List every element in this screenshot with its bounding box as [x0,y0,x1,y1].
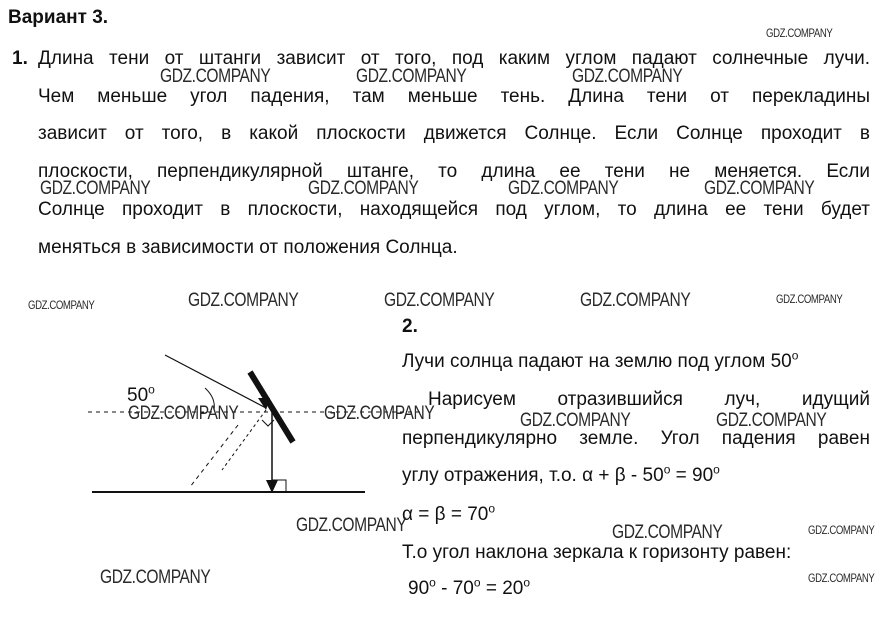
task1-line-1: Длина тени от штанги зависит от того, под каким углом падают солнечные лучи. [38,48,870,69]
watermark: GDZ.COMPANY [808,571,875,585]
watermark: GDZ.COMPANY [776,292,843,306]
dashed-ray [190,425,238,487]
task1-line-6: меняться в зависимости от положения Солнца. [38,237,458,258]
angle-label: 50$^o$ [127,382,155,406]
task2-number: 2. [402,316,418,337]
watermark: GDZ.COMPANY [128,403,239,424]
task1-line-2: Чем меньше угол падения, там меньше тень. Длина тени от перекладины [38,86,870,107]
watermark: GDZ.COMPANY [766,26,833,40]
task2-line-3: перпендикулярно земле. Угол падения равен [402,428,870,449]
incident-ray [165,355,266,408]
watermark: GDZ.COMPANY [356,66,467,87]
task2-line-4: углу отражения, т.о. $\alpha + \beta - 50^o = 90^o$ [402,462,720,486]
watermark: GDZ.COMPANY [296,515,407,536]
watermark: GDZ.COMPANY [520,410,631,431]
task2-line-6: Т.о угол наклона зеркала к горизонту равен: [402,542,792,563]
watermark: GDZ.COMPANY [572,66,683,87]
watermark: GDZ.COMPANY [580,290,691,311]
task2-line-1: Лучи солнца падают на землю под углом 50$^o$ [402,348,799,372]
task1-line-5: Солнце проходит в плоскости, находящейся под углом, то длина ее тени будет [38,199,870,220]
task2-line-7: $90^o - 70^o = 20^o$ [408,575,531,599]
watermark: GDZ.COMPANY [100,567,211,588]
watermark: GDZ.COMPANY [704,178,815,199]
watermark: GDZ.COMPANY [612,522,723,543]
task1-line-4: плоскости, перпендикулярной штанге, то длина ее тени не меняется. Если [38,161,870,182]
watermark: GDZ.COMPANY [40,178,151,199]
watermark: GDZ.COMPANY [808,523,875,537]
page-title: Вариант 3. [8,7,109,28]
watermark: GDZ.COMPANY [308,178,419,199]
watermark: GDZ.COMPANY [324,403,435,424]
watermark: GDZ.COMPANY [188,290,299,311]
task1-line-3: зависит от того, в какой плоскости движется Солнце. Если Солнце проходит в [38,123,870,144]
watermark: GDZ.COMPANY [160,66,271,87]
watermark: GDZ.COMPANY [28,298,95,312]
watermark: GDZ.COMPANY [384,290,495,311]
watermark: GDZ.COMPANY [716,410,827,431]
task2-line-5: $\alpha = \beta = 70^o$ [402,501,496,525]
task1-number: 1. [12,48,28,69]
task2-line-2: Нарисуем отразившийся луч, идущий [428,389,870,410]
watermark: GDZ.COMPANY [508,178,619,199]
